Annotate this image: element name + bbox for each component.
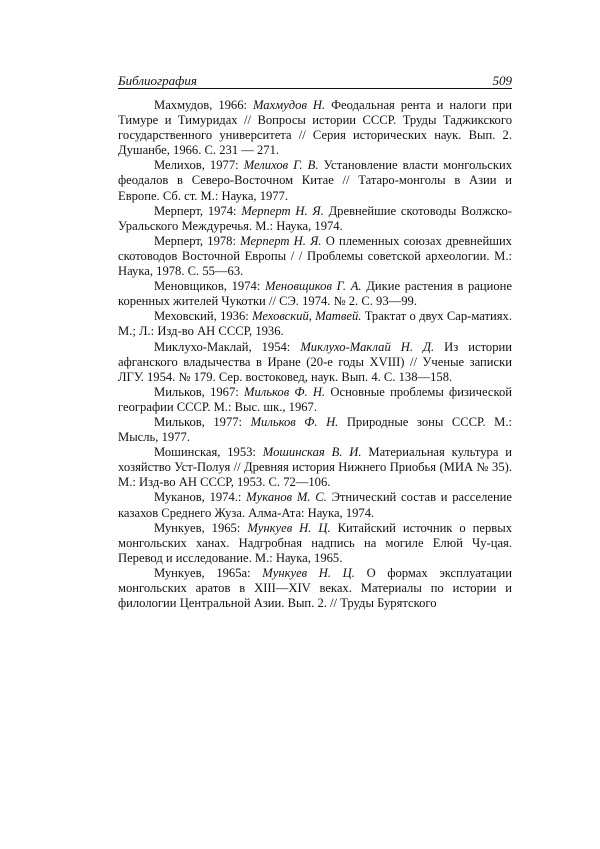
entry-author: Миклухо-Маклай Н. Д. [300, 339, 435, 354]
entry-text: Материальная культура и хозяйство Уст-Полуя // Древняя история Нижнего Приобья (МИА № 35). М.: Изд-во АН СССР, 1953. С. 72—106. [118, 445, 512, 490]
bibliography-entry [118, 98, 512, 158]
entry-author: Мелихов Г. В. [243, 158, 319, 173]
bibliography-entry [118, 234, 512, 279]
entry-text: Этнический состав и расселение казахов Среднего Жуза. Алма-Ата: Наука, 1974. [118, 490, 513, 520]
bibliography-entry [118, 521, 512, 566]
entry-text: Из истории афганского владычества в Иране (20-е годы XVIII) // Ученые записки ЛГУ. 1954. № 179. Сер. востоковед, наук. Вып. 4. С. 138—158. [118, 339, 512, 384]
entry-key: Меховский, 1936: [154, 309, 253, 324]
bibliography-entry [118, 309, 512, 339]
bibliography-entry [118, 490, 512, 520]
entry-author: Меновщиков Г. А. [265, 279, 362, 294]
entry-author: Меховский, Матвей. [252, 309, 362, 324]
bibliography-entry [118, 279, 512, 309]
bibliography-entry [118, 566, 512, 611]
entry-key: Муканов, 1974.: [154, 490, 247, 505]
entry-text: Трактат о двух Сар-матиях. М.; Л.: Изд-во АН СССР, 1936. [118, 309, 512, 339]
entry-key: Мункуев, 1965а: [154, 565, 263, 580]
entry-key: Мункуев, 1965: [154, 520, 248, 535]
running-header [118, 73, 512, 89]
entry-key: Мошинская, 1953: [154, 445, 263, 460]
entry-key: Мелихов, 1977: [154, 158, 244, 173]
entry-author: Мерперт Н. Я. [240, 233, 322, 248]
bibliography-entry [118, 415, 512, 445]
page-number: 509 [492, 73, 512, 88]
entry-key: Мерперт, 1974: [154, 203, 242, 218]
entry-key: Мильков, 1967: [154, 384, 244, 399]
entry-text: Дикие растения в рационе коренных жителей Чукотки // СЭ. 1974. № 2. С. 93—99. [118, 279, 512, 309]
entry-text: О племенных союзах древнейших скотоводов Восточной Европы / / Проблемы советской археологии. М.: Наука, 1978. С. 55—63. [118, 233, 512, 279]
entry-text: Феодальная рента и налоги при Тимуре и Тимуридах // Вопросы истории СССР. Труды Таджикского государственного университета // Серия исторических наук. Вып. 2. Душанбе, 1966. С. 231 — 271. [118, 98, 512, 158]
header-rule [118, 88, 512, 89]
entry-author: Мерперт Н. Я. [241, 203, 324, 218]
entry-author: Мункуев Н. Ц. [262, 565, 355, 580]
entry-key: Мильков, 1977: [154, 414, 251, 429]
running-header-title: Библиография [118, 73, 197, 88]
entry-author: Махмудов Н. [252, 98, 326, 112]
entry-text: Китайский источник о первых монгольских ханах. Надгробная надпись на могиле Елюй Чу-цая. Перевод и исследование. М.: Наука, 1965. [118, 520, 512, 565]
entry-text: Установление власти монгольских феодалов в Северо-Восточном Китае // Татаро-монголы в Азии и Европе. Сб. ст. М.: Наука, 1977. [118, 158, 513, 203]
entry-text: О формах эксплуатации монгольских аратов в XIII—XIV веках. Материалы по истории и филологии Центральной Азии. Вып. 2. // Труды Бурятского [118, 565, 513, 611]
bibliography-entry [118, 158, 512, 203]
entry-author: Мильков Ф. Н. [250, 414, 339, 429]
entry-text: Древнейшие скотоводы Волжско-Уральского Междуречья. М.: Наука, 1974. [118, 203, 512, 233]
entry-author: Муканов М. С. [246, 490, 327, 505]
entry-author: Мошинская В. И. [262, 445, 362, 460]
bibliography-entry [118, 340, 512, 385]
entry-text: Природные зоны СССР. М.: Мысль, 1977. [118, 414, 512, 445]
bibliography-entry [118, 445, 512, 490]
entry-text: Основные проблемы физической географии СССР. М.: Выс. шк., 1967. [118, 384, 512, 414]
entry-author: Мункуев Н. Ц. [247, 520, 331, 535]
bibliography-list [118, 98, 512, 611]
entry-key: Мерперт, 1978: [154, 233, 241, 248]
entry-key: Меновщиков, 1974: [154, 279, 266, 294]
bibliography-entry [118, 204, 512, 234]
entry-author: Мильков Ф. Н. [243, 384, 326, 399]
entry-key: Махмудов, 1966: [154, 98, 253, 112]
entry-key: Миклухо-Маклай, 1954: [154, 339, 301, 354]
bibliography-entry [118, 385, 512, 415]
